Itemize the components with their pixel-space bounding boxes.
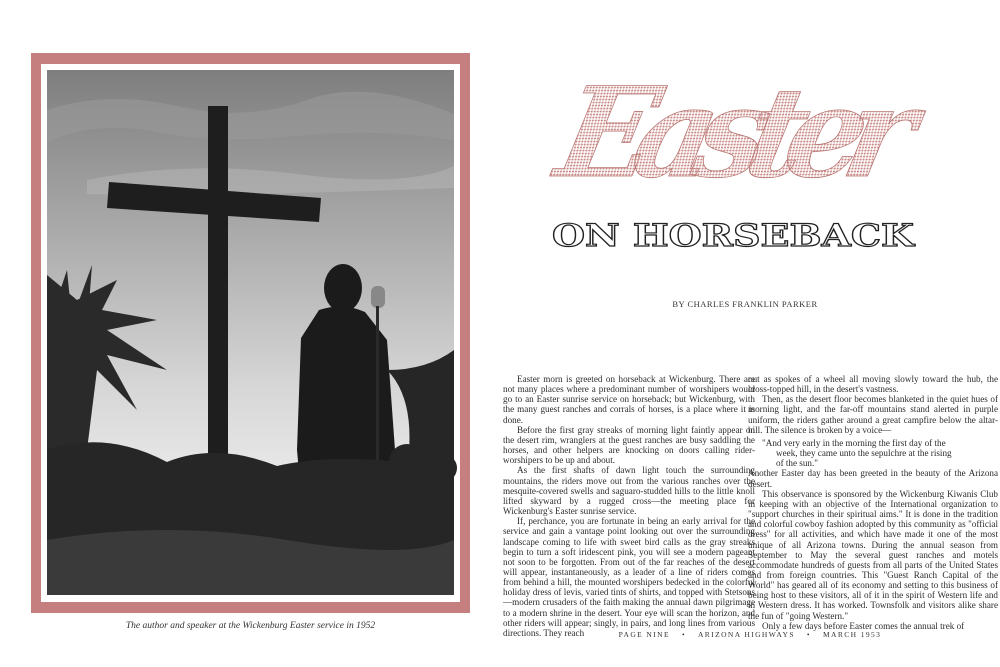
easter-script-art [546,56,930,206]
scripture-quote-line: "And very early in the morning the first day of the [762,437,946,448]
scripture-quote-line: of the sun." [776,458,818,469]
article-paragraph: Only a few days before Easter comes the annual trek of [762,620,965,631]
byline: BY CHARLES FRANKLIN PARKER [672,299,818,309]
cross-silhouette-photo [47,70,454,595]
article-paragraph: out as spokes of a wheel all moving slowly toward the hub, the cross-topped hill, in the desert's vastness. [748,374,998,395]
title-word-easter: Easter [546,59,930,206]
article-paragraph: As the first shafts of dawn light touch the surrounding mountains, the riders move out from the various ranches over the mesquite-covered swells and saguaro-studded hills to the little knoll lifted skyward by a rugged cross—the meeting place for Wickenburg's Easter sunrise service. [503,465,755,517]
photo-mat [41,64,460,602]
article-column-right [748,374,998,631]
title-on-horseback [548,212,918,261]
article-paragraph: Before the first gray streaks of morning light faintly appear on the desert rim, wranglers at the guest ranches are busy saddling the horses, and other helpers are knocking on doors calling rider-worshipers to be up and about. [503,424,755,466]
article-column-left [503,374,755,638]
article-paragraph: Another Easter day has been greeted in the beauty of the Arizona desert. [748,468,998,489]
article-paragraph: If, perchance, you are fortunate in being an early arrival for the service and gain a vantage point looking out over the surrounding landscape coming to life with sweet bird calls as the gray streaks begin to turn a soft iridescent pink, you will see a modern pageant not soon to be forgotten. From out of the far reaches of the desert will appear, instantaneously, as a leader of a line of riders comes from behind a hill, the mounted worshipers bedecked in the colorful holiday dress of levis, varied tints of shirts, and topped with Stetsons—modern crusaders of the faith making the annual dawn pilgrimage to a modern shrine in the desert. Your eye will scan the horizon, and other riders will appear; singly, in pairs, and long lines from various directions. They reach [503,516,755,638]
photo-frame [31,53,470,613]
bullet-icon: • [681,630,686,639]
page-footer [585,630,915,639]
title-easter [546,56,930,211]
footer-magazine: ARIZONA HIGHWAYS [697,630,795,639]
title-word-horseback: ON HORSEBACK [552,218,916,254]
scripture-quote-line: week, they came unto the sepulchre at the rising [776,448,952,459]
photo-illustration [47,70,454,595]
bullet-icon: • [806,630,811,639]
footer-page-number: PAGE NINE [618,630,670,639]
photo-caption: The author and speaker at the Wickenburg Easter service in 1952 [125,621,376,631]
article-paragraph: Then, as the desert floor becomes blanketed in the quiet hues of morning light, and the far-off mountains stand alerted in purple uniform, the riders gather around a great campfire below the altar-hill. The silence is broken by a voice— [748,394,998,435]
on-horseback-art [548,212,918,256]
footer-date: MARCH 1953 [822,630,882,639]
article-paragraph: Easter morn is greeted on horseback at Wickenburg. There are not many places where a predominant number of worshipers would go to an Easter sunrise service on horseback; but Wickenburg, with the many guest ranches and corrals of horses, is a place where it is done. [503,374,755,425]
article-paragraph: This observance is sponsored by the Wickenburg Kiwanis Club in keeping with an objective of the International organization to "support churches in their spiritual aims." It is done in the tradition and colorful cowboy fashion adopted by this community as "official dress" for all activities, and which have made it one of the most unique of all Arizona towns. During the annual season from September to May the several guest ranches and motels accommodate hundreds of guests from all parts of the United States and from foreign countries. This "Guest Ranch Capital of the World" has geared all of its economy and setting to this business of being host to these visitors, all of it in the spirit of Western life and in Western dress. It has worked. Townsfolk and visitors alike share the fun of "going Western." [748,488,998,621]
